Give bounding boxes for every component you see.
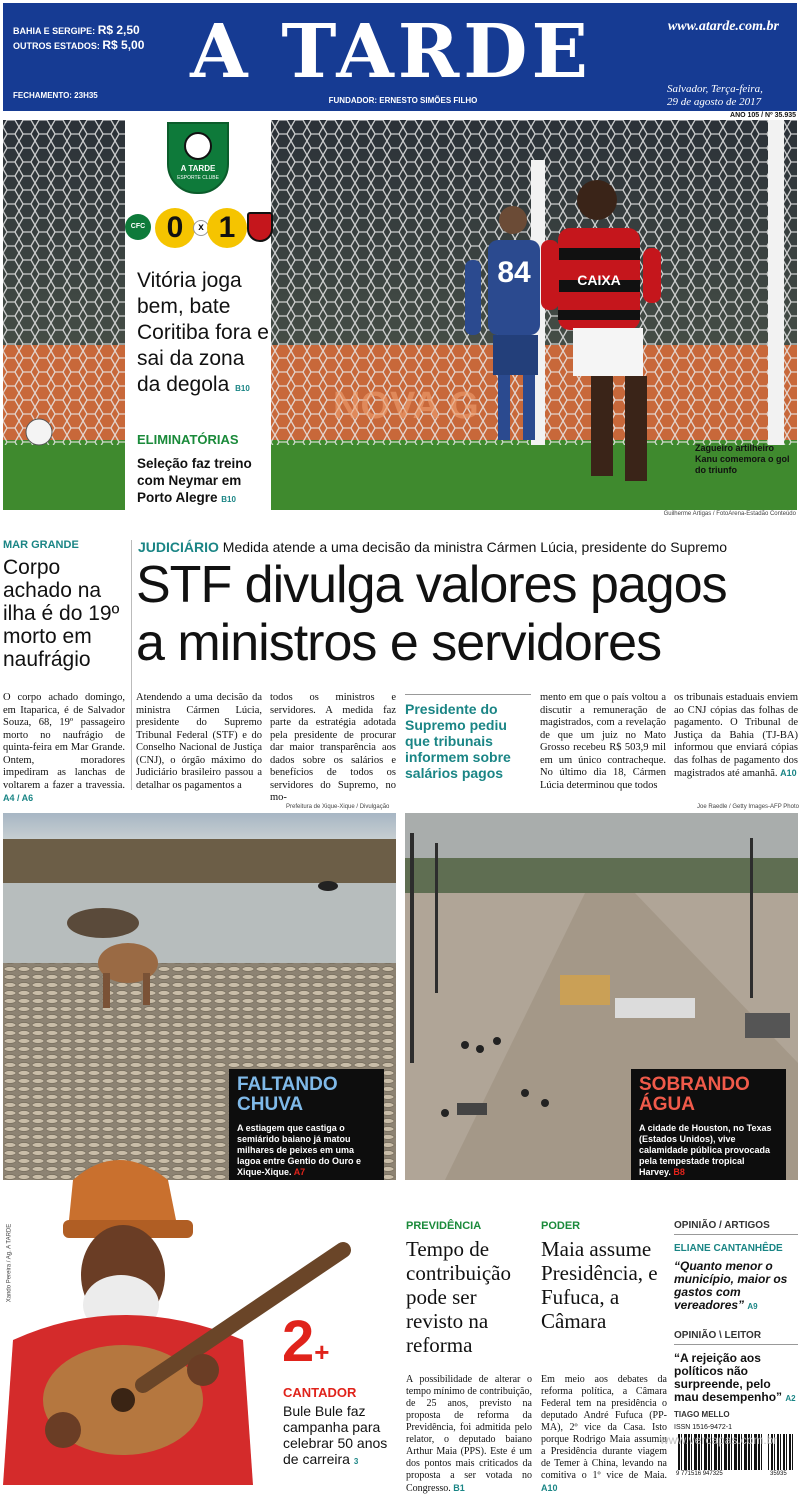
drought-ref[interactable]: A7 xyxy=(293,1167,306,1177)
badge-text: A TARDE xyxy=(180,164,216,173)
drought-body: A estiagem que castiga o semiárido baiano já matou milhares de peixes em uma lagoa entre Gentio do Ouro e Xique-Xique. A7 xyxy=(237,1123,362,1177)
stf-deck-text: Medida atende a uma decisão da ministra Cármen Lúcia, presidente do Supremo xyxy=(222,539,728,555)
website-link[interactable]: www.atarde.com.br xyxy=(667,19,779,34)
club-badge xyxy=(167,122,229,194)
opinion-reader-quote-ref[interactable]: A2 xyxy=(785,1394,796,1403)
opinion-author: ELIANE CANTANHÊDE xyxy=(674,1243,783,1254)
sport-headline-ref[interactable]: B10 xyxy=(235,384,250,393)
ball-icon xyxy=(184,132,212,160)
sport-box[interactable] xyxy=(125,120,271,510)
opinion-quote-ref[interactable]: A9 xyxy=(747,1302,758,1311)
barcode-issue: 35935 xyxy=(770,1471,787,1477)
previdencia-ref[interactable]: B1 xyxy=(453,1483,465,1493)
badge-sub: ESPORTE CLUBE xyxy=(177,175,219,181)
photo-credit: Guilherme Artigas / FotoArena-Estadão Conteúdo xyxy=(663,511,796,517)
flood-photo[interactable] xyxy=(405,813,798,1180)
issn-text: ISSN 1516-9472-1 xyxy=(674,1424,732,1431)
city-day: Salvador, Terça-feira, xyxy=(667,83,763,95)
watermark: www.vercapas.com.br xyxy=(660,1433,778,1447)
date-text: 29 de agosto de 2017 xyxy=(667,96,762,108)
price-other-value: R$ 5,00 xyxy=(102,38,145,52)
mar-grande-body: O corpo achado domingo, em Itaparica, é de Salvador Souza, 68, 19º passageiro morto no naufrágio de quinta-feira em Mar Grande. Ontem, moradores impediram as lanchas de voltarem a fazer a travessia. A4 / A6 xyxy=(3,692,125,803)
kicker-eliminatorias: ELIMINATÓRIAS xyxy=(137,432,239,447)
price-bahia-label: BAHIA E SERGIPE: xyxy=(13,26,96,36)
score-home: 0 xyxy=(155,208,195,248)
kicker-poder: PODER xyxy=(541,1220,581,1232)
opinion-reader-rule xyxy=(674,1344,798,1345)
score-separator: x xyxy=(193,220,209,236)
vitoria-crest-icon xyxy=(247,212,273,242)
flood-photo-credit: Joe Raedle / Getty Images-AFP Photo xyxy=(697,804,799,810)
column-divider xyxy=(131,540,132,790)
coritiba-crest-icon: CFC xyxy=(125,214,151,240)
kicker-judiciario: JUDICIÁRIO xyxy=(138,539,219,555)
flood-body: A cidade de Houston, no Texas (Estados Unidos), vive calamidade pública provocada pela tempestade tropical Harvey. B8 xyxy=(639,1123,772,1177)
kicker-cantador: CANTADOR xyxy=(283,1385,357,1400)
mar-grande-ref[interactable]: A4 / A6 xyxy=(3,793,34,803)
flood-title: SOBRANDO ÁGUA xyxy=(639,1074,750,1115)
svg-text:NOVA G: NOVA G xyxy=(333,385,479,427)
stf-column-2: todos os ministros e servidores. A medida faz parte da estratégia adotada pela presidente de procurar dar maior transparência aos dados sobre os salários e benefícios de todos os servidores do Supremo, no mo- xyxy=(270,692,396,803)
sport-headline-2-ref[interactable]: B10 xyxy=(221,495,236,504)
drought-title: FALTANDO CHUVA xyxy=(237,1074,338,1115)
previdencia-headline[interactable]: Tempo de contribuição pode ser revisto na reforma xyxy=(406,1237,511,1357)
stf-pullquote: Presidente do Supremo pediu que tribunais informem sobre salários pagos xyxy=(405,694,531,781)
stf-column-1: Atendendo a uma decisão da ministra Cármen Lúcia, presidente do Supremo Tribunal Federal (STF) e do Conselho Nacional de Justiça (CNJ), o órgão máximo do Judiciário brasileiro passou a detalhar os pagamentos a xyxy=(136,692,262,791)
football-photo[interactable] xyxy=(3,120,797,510)
newspaper-logo[interactable]: A TARDE xyxy=(190,9,592,95)
poder-ref[interactable]: A10 xyxy=(541,1483,558,1493)
stf-headline[interactable] xyxy=(136,556,800,672)
stf-deck xyxy=(138,539,798,555)
stf-headline-line-1[interactable]: STF divulga valores pagos xyxy=(136,556,727,614)
opinion-reader-quote[interactable]: “A rejeição aos políticos não surpreende, pelo mau desempenho” A2 xyxy=(674,1351,796,1404)
cantador-number: 2+ xyxy=(282,1309,330,1374)
stadium-scene-illustration xyxy=(3,120,797,510)
kicker-mar-grande: MAR GRANDE xyxy=(3,539,79,551)
issue-date xyxy=(667,83,779,109)
poder-body: Em meio aos debates da reforma política, a Câmara Federal tem na presidência o deputado André Fufuca (PP-MA), 2º vice da Casa. Isto porque Rodrigo Maia assumiu a Presidência durante viagem de Temer à China, levando na comitiva o 1º vice de Maia. A10 xyxy=(541,1374,667,1493)
masthead xyxy=(3,3,797,111)
opinion-reader-author: TIAGO MELLO xyxy=(674,1410,730,1419)
drought-photo[interactable] xyxy=(3,813,396,1180)
scoreboard xyxy=(125,206,271,252)
opinion-section-label: OPINIÃO / ARTIGOS xyxy=(674,1220,770,1231)
mar-grande-headline[interactable]: Corpo achado na ilha é do 19º morto em naufrágio xyxy=(3,556,120,671)
barcode-digits: 9 771516 947325 xyxy=(676,1471,723,1477)
closing-time: FECHAMENTO: 23H35 xyxy=(13,91,98,100)
opinion-quote[interactable]: “Quanto menor o município, maior os gastos com vereadores” A9 xyxy=(674,1259,788,1312)
stf-ref[interactable]: A10 xyxy=(780,768,797,778)
svg-text:84: 84 xyxy=(497,256,531,289)
opinion-rule xyxy=(674,1234,798,1235)
stf-column-3: mento em que o país voltou a discutir a remuneração de magistrados, com a revelação de que um juiz no Mato Grosso recebeu R$ 503,9 mil em um único contracheque. No último dia 18, Cármen Lúcia determinou que todos xyxy=(540,692,666,791)
edition-number: ANO 105 / Nº 35.935 xyxy=(730,112,796,119)
svg-text:CAIXA: CAIXA xyxy=(577,272,621,288)
cantador-photo-credit: Xando Pereira / Ag. A TARDE xyxy=(6,1223,13,1303)
founder-line: FUNDADOR: ERNESTO SIMÕES FILHO xyxy=(328,96,478,105)
stf-headline-line-2[interactable]: a ministros e servidores xyxy=(136,614,662,672)
opinion-reader-label: OPINIÃO \ LEITOR xyxy=(674,1330,762,1341)
cantador-headline[interactable]: Bule Bule faz campanha para celebrar 50 anos de carreira 3 xyxy=(283,1403,388,1467)
price-bahia-value: R$ 2,50 xyxy=(97,23,140,37)
flood-caption-box[interactable] xyxy=(631,1069,786,1180)
poder-headline[interactable]: Maia assume Presidência, e Fufuca, a Câmara xyxy=(541,1237,658,1333)
flood-ref[interactable]: B8 xyxy=(673,1167,685,1177)
drought-photo-credit: Prefeitura de Xique-Xique / Divulgação xyxy=(286,804,390,810)
kicker-previdencia: PREVIDÊNCIA xyxy=(406,1220,482,1232)
sport-headline[interactable]: Vitória joga bem, bate Coritiba fora e sai da zona da degola B10 xyxy=(137,269,269,396)
previdencia-body: A possibilidade de alterar o tempo mínimo de contribuição, de 25 anos, previsto na proposta de reforma da Previdência, foi admitida pelo relator, o deputado baiano Arthur Maia (PPS). Este é um dos pontos mais criticados da proposta a ser votada no Congresso. B1 xyxy=(406,1374,532,1494)
cantador-ref[interactable]: 3 xyxy=(353,1457,359,1466)
photo-caption: Zagueiro artilheiro Kanu comemora o gol do triunfo xyxy=(695,443,790,475)
price-box xyxy=(13,23,144,53)
sport-headline-2[interactable]: Seleção faz treino com Neymar em Porto Alegre B10 xyxy=(137,456,252,505)
stf-column-4: os tribunais estaduais enviem ao CNJ cópias das folhas de pagamento. O Tribunal de Justiça da Bahia (TJ-BA) informou que enviará cópias das folhas de pagamento dos magistrados até amanhã. A10 xyxy=(674,692,798,779)
score-away: 1 xyxy=(207,208,247,248)
price-other-label: OUTROS ESTADOS: xyxy=(13,41,100,51)
